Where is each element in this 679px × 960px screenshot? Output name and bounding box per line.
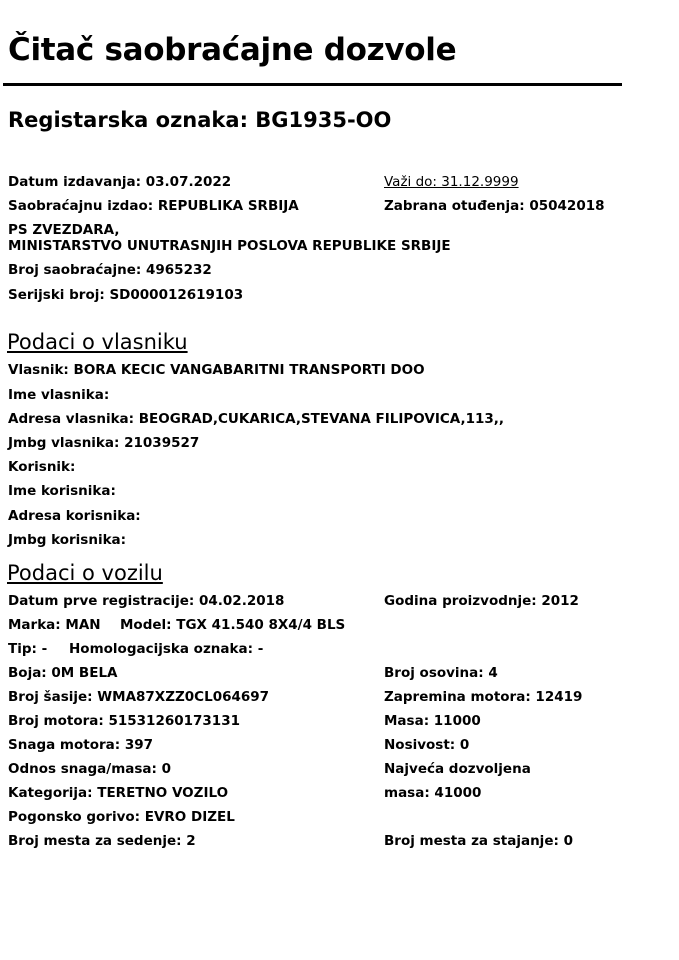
seats: Broj mesta za sedenje: 2 — [8, 833, 196, 849]
authority-line1: PS ZVEZDARA, — [8, 222, 120, 238]
permit-number: Broj saobraćajne: 4965232 — [8, 262, 212, 278]
user-jmbg: Jmbg korisnika: — [8, 532, 127, 548]
registration-plate: Registarska oznaka: BG1935-OO — [8, 108, 392, 132]
user: Korisnik: — [8, 459, 76, 475]
engine-power: Snaga motora: 397 — [8, 737, 154, 753]
mass: Masa: 11000 — [384, 713, 481, 729]
user-name: Ime korisnika: — [8, 483, 116, 499]
power-mass-ratio: Odnos snaga/masa: 0 — [8, 761, 172, 777]
user-address: Adresa korisnika: — [8, 508, 141, 524]
chassis: Broj šasije: WMA87XZZ0CL064697 — [8, 689, 270, 705]
category: Kategorija: TERETNO VOZILO — [8, 785, 229, 801]
vehicle-section-heading: Podaci o vozilu — [7, 561, 163, 585]
issued-by: Saobraćajnu izdao: REPUBLIKA SRBIJA — [8, 198, 299, 214]
standing-places: Broj mesta za stajanje: 0 — [384, 833, 573, 849]
owner: Vlasnik: BORA KECIC VANGABARITNI TRANSPORTI DOO — [8, 362, 425, 378]
type: Tip: - — [8, 641, 48, 657]
title-divider — [3, 83, 622, 86]
owner-address: Adresa vlasnika: BEOGRAD,CUKARICA,STEVANA FILIPOVICA,113,, — [8, 411, 505, 427]
axles: Broj osovina: 4 — [384, 665, 498, 681]
make: Marka: MAN — [8, 617, 101, 633]
owner-jmbg: Jmbg vlasnika: 21039527 — [8, 435, 200, 451]
production-year: Godina proizvodnje: 2012 — [384, 593, 579, 609]
load-capacity: Nosivost: 0 — [384, 737, 470, 753]
max-mass-label: Najveća dozvoljena — [384, 761, 531, 777]
fuel: Pogonsko gorivo: EVRO DIZEL — [8, 809, 235, 825]
alienation-ban: Zabrana otuđenja: 05042018 — [384, 198, 605, 214]
owner-name: Ime vlasnika: — [8, 387, 110, 403]
serial-number: Serijski broj: SD000012619103 — [8, 287, 244, 303]
homologation: Homologacijska oznaka: - — [69, 641, 264, 657]
valid-until: Važi do: 31.12.9999 — [384, 174, 519, 190]
authority-line2: MINISTARSTVO UNUTRASNJIH POSLOVA REPUBLIKE SRBIJE — [8, 238, 451, 254]
color: Boja: 0M BELA — [8, 665, 118, 681]
owner-section-heading: Podaci o vlasniku — [7, 330, 188, 354]
engine-volume: Zapremina motora: 12419 — [384, 689, 583, 705]
issue-date: Datum izdavanja: 03.07.2022 — [8, 174, 232, 190]
page-title: Čitač saobraćajne dozvole — [8, 32, 457, 68]
engine-number: Broj motora: 51531260173131 — [8, 713, 240, 729]
first-registration: Datum prve registracije: 04.02.2018 — [8, 593, 285, 609]
model: Model: TGX 41.540 8X4/4 BLS — [120, 617, 346, 633]
max-mass-value: masa: 41000 — [384, 785, 482, 801]
